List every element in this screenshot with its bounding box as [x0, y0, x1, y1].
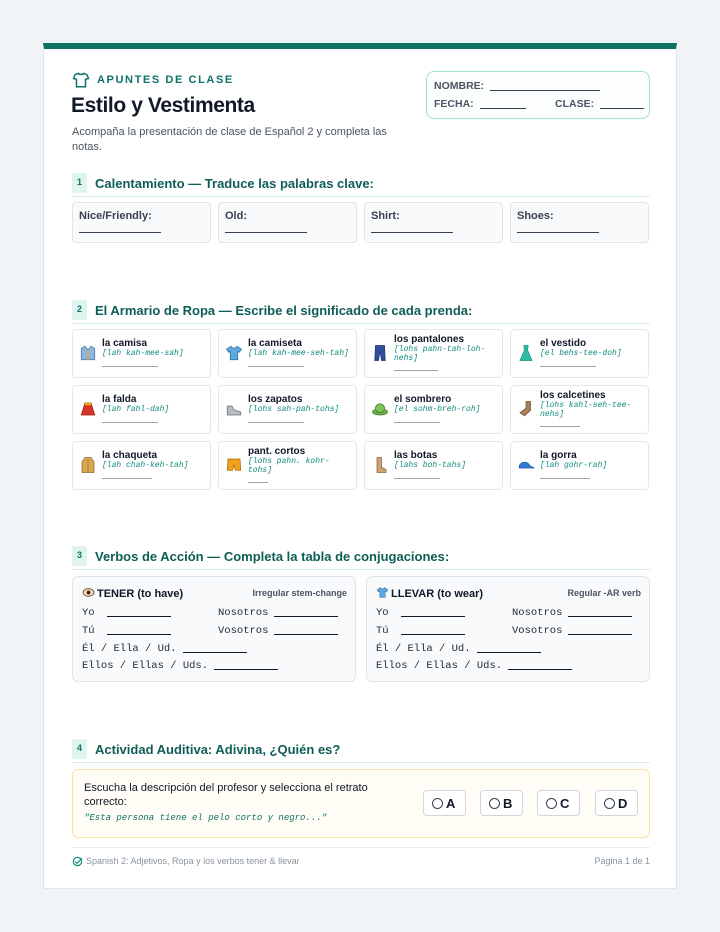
answer-blank[interactable] — [107, 616, 171, 617]
clothing-pronunciation: [lah kah-mee-sah] — [102, 349, 184, 358]
option-d-button[interactable] — [595, 790, 638, 816]
verb-type: Irregular stem-change — [252, 588, 347, 598]
answer-blank[interactable] — [540, 426, 580, 427]
answer-blank[interactable] — [540, 366, 596, 367]
option-label: A — [446, 796, 456, 811]
eye-icon — [82, 586, 95, 599]
listening-activity-box — [72, 769, 650, 838]
option-label: C — [560, 796, 570, 811]
answer-blank[interactable] — [214, 669, 278, 670]
page-number: Página 1 de 1 — [594, 856, 650, 866]
answer-blank[interactable] — [371, 232, 453, 233]
conjugation-row[interactable] — [512, 625, 632, 637]
clothing-pronunciation: [lah gohr-rah] — [540, 461, 608, 470]
clothing-card[interactable] — [72, 385, 211, 434]
pronoun-label: Ellos / Ellas / Uds. — [82, 660, 209, 672]
clothing-name: la falda — [102, 394, 137, 405]
answer-blank[interactable] — [477, 652, 541, 653]
warmup-label: Nice/Friendly: — [79, 210, 152, 222]
answer-blank[interactable] — [540, 478, 590, 479]
section-title: Actividad Auditiva: Adivina, ¿Quién es? — [95, 742, 341, 757]
answer-blank[interactable] — [102, 366, 158, 367]
warmup-label: Old: — [225, 210, 247, 222]
answer-blank[interactable] — [102, 422, 158, 423]
answer-blank[interactable] — [274, 616, 338, 617]
conjugation-row[interactable] — [218, 607, 338, 619]
pronoun-label: Nosotros — [218, 607, 269, 619]
skirt-icon — [79, 400, 97, 418]
clothing-name: los zapatos — [248, 394, 303, 405]
answer-blank[interactable] — [401, 616, 465, 617]
listening-instructions: Escucha la descripción del profesor y selecciona el retrato correcto: — [84, 782, 368, 808]
conjugation-row[interactable] — [512, 607, 632, 619]
section-listening-header — [72, 739, 650, 763]
clothing-name: el vestido — [540, 338, 587, 349]
conjugation-row[interactable] — [82, 607, 171, 619]
date-field[interactable] — [434, 98, 526, 110]
pronoun-label: Ellos / Ellas / Uds. — [376, 660, 503, 672]
clothing-name: la gorra — [540, 450, 577, 461]
pronoun-label: Yo — [82, 607, 95, 619]
answer-blank[interactable] — [401, 634, 465, 635]
clothing-card[interactable] — [218, 329, 357, 378]
option-label: D — [618, 796, 628, 811]
cap-icon — [517, 456, 535, 474]
clothing-card[interactable] — [72, 329, 211, 378]
conjugation-row[interactable] — [82, 660, 278, 672]
answer-blank[interactable] — [568, 634, 632, 635]
shirt-icon — [72, 71, 90, 89]
clothing-pronunciation: [lahs boh-tahs] — [394, 461, 467, 470]
date-label: FECHA: — [434, 98, 474, 110]
check-circle-icon — [72, 856, 83, 867]
answer-blank[interactable] — [517, 232, 599, 233]
section-warmup-header — [72, 173, 650, 197]
clothing-card[interactable] — [510, 441, 649, 490]
answer-blank[interactable] — [183, 652, 247, 653]
clothing-card[interactable] — [72, 441, 211, 490]
section-number: 3 — [72, 546, 87, 566]
clothing-card[interactable] — [364, 441, 503, 490]
clothing-name: el sombrero — [394, 394, 452, 405]
pronoun-label: Él / Ella / Ud. — [82, 643, 177, 655]
answer-blank[interactable] — [225, 232, 307, 233]
radio-icon[interactable] — [489, 798, 500, 809]
shorts-icon — [225, 456, 243, 474]
shirt-icon — [376, 586, 389, 599]
clothing-pronunciation: [lohs sah-pah-tohs] — [248, 405, 340, 414]
clothing-card[interactable] — [364, 385, 503, 434]
section-wardrobe-header — [72, 300, 650, 324]
verb-name: LLEVAR (to wear) — [391, 588, 484, 600]
clothing-pronunciation: [lohs pahn-tah-loh-nehs] — [394, 345, 486, 363]
answer-blank[interactable] — [394, 478, 440, 479]
pronoun-label: Vosotros — [218, 625, 269, 637]
section-title: El Armario de Ropa — Escribe el significado de cada prenda: — [95, 303, 473, 318]
answer-blank[interactable] — [568, 616, 632, 617]
answer-blank[interactable] — [508, 669, 572, 670]
answer-blank[interactable] — [274, 634, 338, 635]
date-blank[interactable] — [480, 108, 526, 109]
boot-icon — [371, 456, 389, 474]
clothing-card[interactable] — [510, 385, 649, 434]
name-blank[interactable] — [490, 90, 600, 91]
clothing-card[interactable] — [218, 441, 357, 490]
conjugation-row[interactable] — [376, 660, 572, 672]
page-subtitle: Acompaña la presentación de clase de Español 2 y completa las notas. — [72, 126, 387, 153]
clothing-card[interactable] — [218, 385, 357, 434]
clothing-name: la camiseta — [248, 338, 302, 349]
pronoun-label: Yo — [376, 607, 389, 619]
pronoun-label: Él / Ella / Ud. — [376, 643, 471, 655]
hat-icon — [371, 400, 389, 418]
class-blank[interactable] — [600, 108, 644, 109]
conjugation-row[interactable] — [82, 625, 171, 637]
clothing-pronunciation: [lah fahl-dah] — [102, 405, 170, 414]
shoe-icon — [225, 400, 243, 418]
clothing-card[interactable] — [364, 329, 503, 378]
clothing-card[interactable] — [510, 329, 649, 378]
class-label: CLASE: — [555, 98, 595, 110]
verb-card-tener — [72, 576, 356, 682]
warmup-card[interactable] — [72, 202, 211, 243]
answer-blank[interactable] — [394, 422, 440, 423]
warmup-label: Shirt: — [371, 210, 400, 222]
answer-blank[interactable] — [79, 232, 161, 233]
listening-quote: "Esta persona tiene el pelo corto y negro..." — [84, 813, 328, 823]
conjugation-row[interactable] — [376, 625, 465, 637]
dress-icon — [517, 344, 535, 362]
eyebrow-label: APUNTES DE CLASE — [97, 74, 234, 86]
warmup-card[interactable] — [364, 202, 503, 243]
warmup-card[interactable] — [218, 202, 357, 243]
pronoun-label: Nosotros — [512, 607, 563, 619]
verb-name: TENER (to have) — [97, 588, 184, 600]
answer-blank[interactable] — [102, 478, 152, 479]
answer-blank[interactable] — [107, 634, 171, 635]
clothing-name: los calcetines — [540, 390, 606, 401]
clothing-name: los pantalones — [394, 334, 465, 345]
page-footer — [72, 847, 650, 871]
pronoun-label: Tú — [82, 625, 95, 637]
section-verbs-header — [72, 546, 650, 570]
answer-blank[interactable] — [394, 370, 438, 371]
class-field[interactable] — [555, 98, 644, 110]
section-number: 2 — [72, 300, 87, 320]
conjugation-row[interactable] — [376, 607, 465, 619]
clothing-name: la chaqueta — [102, 450, 158, 461]
clothing-name: pant. cortos — [248, 446, 306, 457]
clothing-pronunciation: [lah chah-keh-tah] — [102, 461, 189, 470]
radio-icon[interactable] — [432, 798, 443, 809]
section-title: Verbos de Acción — Completa la tabla de conjugaciones: — [95, 549, 450, 564]
warmup-card[interactable] — [510, 202, 649, 243]
name-field[interactable] — [434, 80, 600, 92]
option-c-button[interactable] — [537, 790, 580, 816]
option-b-button[interactable] — [480, 790, 523, 816]
conjugation-row[interactable] — [376, 643, 541, 655]
section-number: 1 — [72, 173, 87, 193]
tshirt-icon — [225, 344, 243, 362]
conjugation-row[interactable] — [82, 643, 247, 655]
shirt-icon — [79, 344, 97, 362]
clothing-pronunciation: [lohs kahl-seh-tee-nehs] — [540, 401, 632, 419]
clothing-name: las botas — [394, 450, 438, 461]
clothing-pronunciation: [el behs-tee-doh] — [540, 349, 622, 358]
verb-type: Regular -AR verb — [567, 588, 641, 598]
answer-blank[interactable] — [248, 482, 268, 483]
verb-heading — [82, 586, 183, 600]
pronoun-label: Vosotros — [512, 625, 563, 637]
section-number: 4 — [72, 739, 87, 759]
radio-icon[interactable] — [546, 798, 557, 809]
answer-blank[interactable] — [248, 366, 304, 367]
option-label: B — [503, 796, 513, 811]
radio-icon[interactable] — [604, 798, 615, 809]
footer-course-label: Spanish 2: Adjetivos, Ropa y los verbos tener & llevar — [86, 856, 300, 866]
page-title: Estilo y Vestimenta — [71, 94, 255, 117]
clothing-pronunciation: [lah kah-mee-seh-tah] — [248, 349, 349, 358]
warmup-label: Shoes: — [517, 210, 554, 222]
clothing-name: la camisa — [102, 338, 148, 349]
clothing-pronunciation: [el sohm-breh-roh] — [394, 405, 481, 414]
verb-card-llevar — [366, 576, 650, 682]
option-a-button[interactable] — [423, 790, 466, 816]
conjugation-row[interactable] — [218, 625, 338, 637]
student-info-box — [426, 71, 650, 119]
name-label: NOMBRE: — [434, 80, 485, 92]
clothing-pronunciation: [lohs pahn. kohr-tohs] — [248, 457, 330, 475]
coat-icon — [79, 456, 97, 474]
socks-icon — [517, 400, 535, 418]
worksheet-page — [43, 43, 677, 889]
section-title: Calentamiento — Traduce las palabras clave: — [95, 176, 374, 191]
answer-blank[interactable] — [248, 422, 304, 423]
pronoun-label: Tú — [376, 625, 389, 637]
jeans-icon — [371, 344, 389, 362]
verb-heading — [376, 586, 483, 600]
